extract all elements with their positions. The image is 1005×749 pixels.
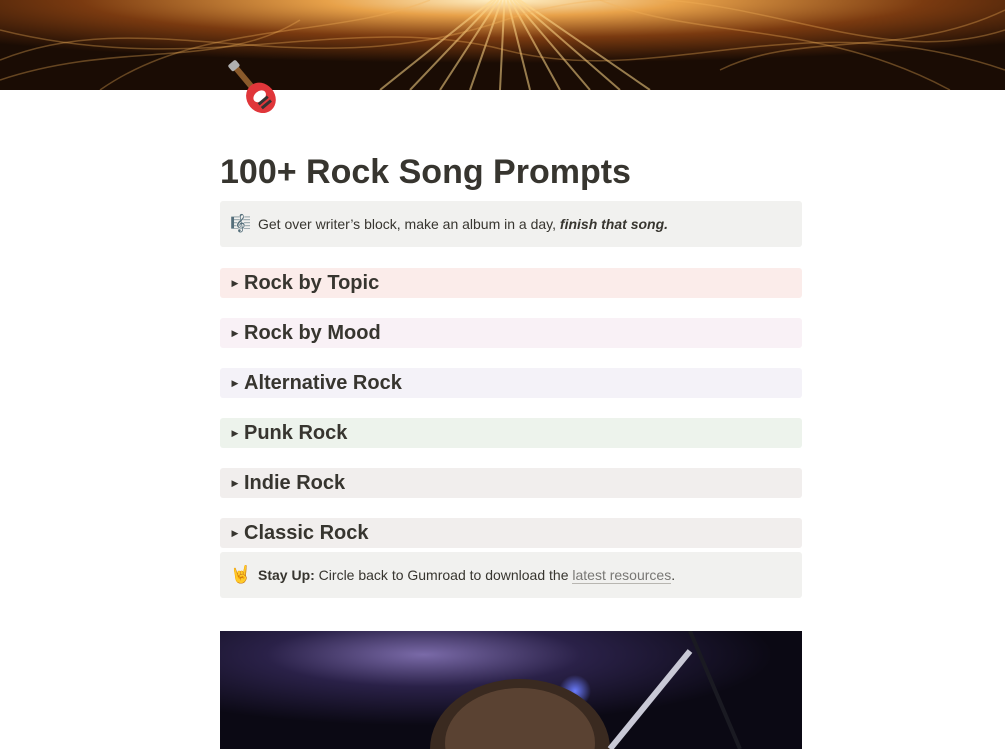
page-title: 100+ Rock Song Prompts: [220, 153, 631, 191]
toggle-rock-by-mood[interactable]: [220, 318, 802, 348]
toggle-indie-rock[interactable]: [220, 468, 802, 498]
toggle-rock-by-topic[interactable]: [220, 268, 802, 298]
triangle-right-icon[interactable]: ▶: [231, 277, 239, 288]
cover-image[interactable]: [0, 0, 1005, 90]
toggle-label: Alternative Rock: [244, 371, 402, 394]
toggle-label: Classic Rock: [244, 521, 369, 544]
triangle-right-icon[interactable]: ▶: [231, 327, 239, 338]
toggle-classic-rock[interactable]: [220, 518, 802, 548]
triangle-right-icon[interactable]: ▶: [231, 427, 239, 438]
toggle-alternative-rock[interactable]: [220, 368, 802, 398]
electric-guitar-icon[interactable]: [220, 54, 288, 122]
latest-resources-link[interactable]: latest resources: [572, 567, 672, 583]
callout-intro-text: Get over writer’s block, make an album in a day, finish that song.: [258, 216, 669, 232]
toggle-label: Indie Rock: [244, 471, 346, 494]
triangle-right-icon[interactable]: ▶: [231, 477, 239, 488]
toggle-label: Rock by Topic: [244, 271, 380, 294]
toggle-label: Punk Rock: [244, 421, 348, 444]
toggle-punk-rock[interactable]: [220, 418, 802, 448]
toggle-label: Rock by Mood: [244, 321, 381, 344]
callout-intro: [220, 201, 802, 247]
concert-guitarist-image[interactable]: [220, 631, 802, 749]
rock-hand-icon: 🤘: [230, 565, 252, 584]
callout-stay-up-text: Stay Up: Circle back to Gumroad to download the latest resources.: [258, 567, 676, 583]
triangle-right-icon[interactable]: ▶: [231, 527, 239, 538]
callout-stay-up: [220, 552, 802, 598]
musical-score-icon: 🎼: [230, 214, 252, 233]
triangle-right-icon[interactable]: ▶: [231, 377, 239, 388]
